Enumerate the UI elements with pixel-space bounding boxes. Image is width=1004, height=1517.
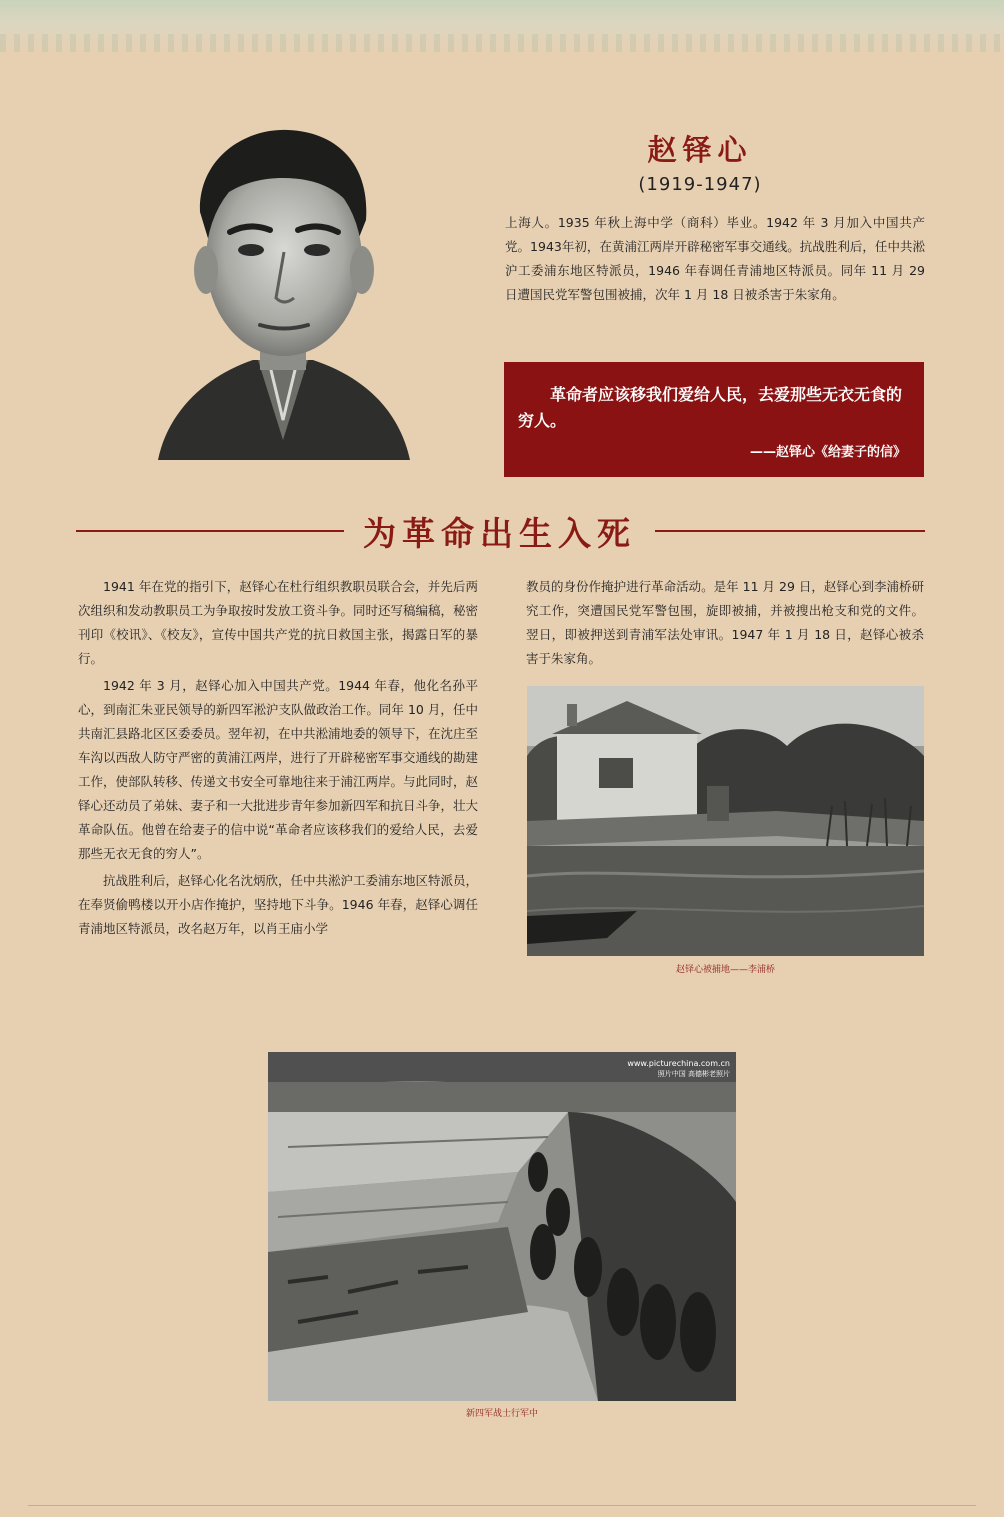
body-column-right: [526, 575, 924, 674]
portrait-photo: [148, 120, 418, 470]
portrait-illustration: [148, 120, 418, 470]
capture-site-illustration: [527, 686, 924, 956]
army-march-illustration: [268, 1052, 736, 1401]
body-paragraph: 抗战胜利后，赵铎心化名沈炳欣，任中共淞沪工委浦东地区特派员，在奉贤偷鸭楼以开小店作掩护，坚持地下斗争。1946 年春，赵铎心调任青浦地区特派员，改名赵万年，以肖王庙小学: [78, 873, 479, 936]
section-rule-left: [76, 530, 344, 532]
person-name: 赵铎心: [647, 133, 753, 167]
capture-site-caption: 赵铎心被捕地——李浦桥: [675, 965, 775, 975]
quote-source: ——赵铎心《给妻子的信》: [749, 445, 906, 460]
body-paragraph: 1941 年在党的指引下，赵铎心在杜行组织教职员联合会，并先后两次组织和发动教职员工为争取按时发放工资斗争。同时还写稿编稿，秘密刊印《校讯》、《校友》，宣传中国共产党的抗日救国主张，揭露日军的暴行。: [78, 579, 479, 666]
photo-watermark-label: 照片中国 高德彬老照片: [657, 1070, 730, 1078]
quote-box: [504, 362, 924, 477]
army-march-photo: [268, 1052, 736, 1401]
army-march-caption: 新四军战士行军中: [465, 1409, 538, 1419]
section-title: 为革命出生入死: [363, 514, 636, 553]
body-paragraph: 教员的身份作掩护进行革命活动。是年 11 月 29 日，赵铎心到李浦桥研究工作，突遭国民党军警包围，旋即被捕，并被搜出枪支和党的文件。翌日，即被押送到青浦军法处审讯。1947 年 1 月 18 日，赵铎心被杀害于朱家角。: [526, 579, 924, 666]
biography-text: 上海人。1935 年秋上海中学（商科）毕业。1942 年 3 月加入中国共产党。1943年初，在黄浦江两岸开辟秘密军事交通线。抗战胜利后，任中共淞沪工委浦东地区特派员，1946 年春调任青浦地区特派员。同年 11 月 29 日遭国民党军警包围被捕，次年 1 月 18 日被杀害于朱家角。: [505, 215, 925, 302]
quote-text: 革命者应该移我们爱给人民，去爱那些无衣无食的穷人。: [518, 385, 903, 430]
bottom-rule: [28, 1505, 976, 1506]
body-paragraph: 1942 年 3 月，赵铎心加入中国共产党。1944 年春，他化名孙平心，到南汇朱亚民领导的新四军淞沪支队做政治工作。同年 10 月，任中共南汇县路北区区委委员。翌年初，在中共淞浦地委的领导下，在沈庄至车沟以西敌人防守严密的黄浦江两岸，进行了开辟秘密军事交通线的勘建工作，使部队转移、传递文书安全可靠地往来于浦江两岸。与此同时，赵铎心还动员了弟妹、妻子和一大批进步青年参加新四军和抗日斗争，壮大革命队伍。他曾在给妻子的信中说“革命者应该移我们的爱给人民，去爱那些无衣无食的穷人”。: [78, 678, 479, 861]
photo-watermark-url: www.picturechina.com.cn: [627, 1059, 730, 1068]
top-decorative-band: [0, 0, 1004, 52]
body-column-left: [78, 575, 478, 944]
section-rule-right: [655, 530, 925, 532]
capture-site-photo: [527, 686, 924, 956]
life-years: (1919-1947): [638, 174, 762, 195]
